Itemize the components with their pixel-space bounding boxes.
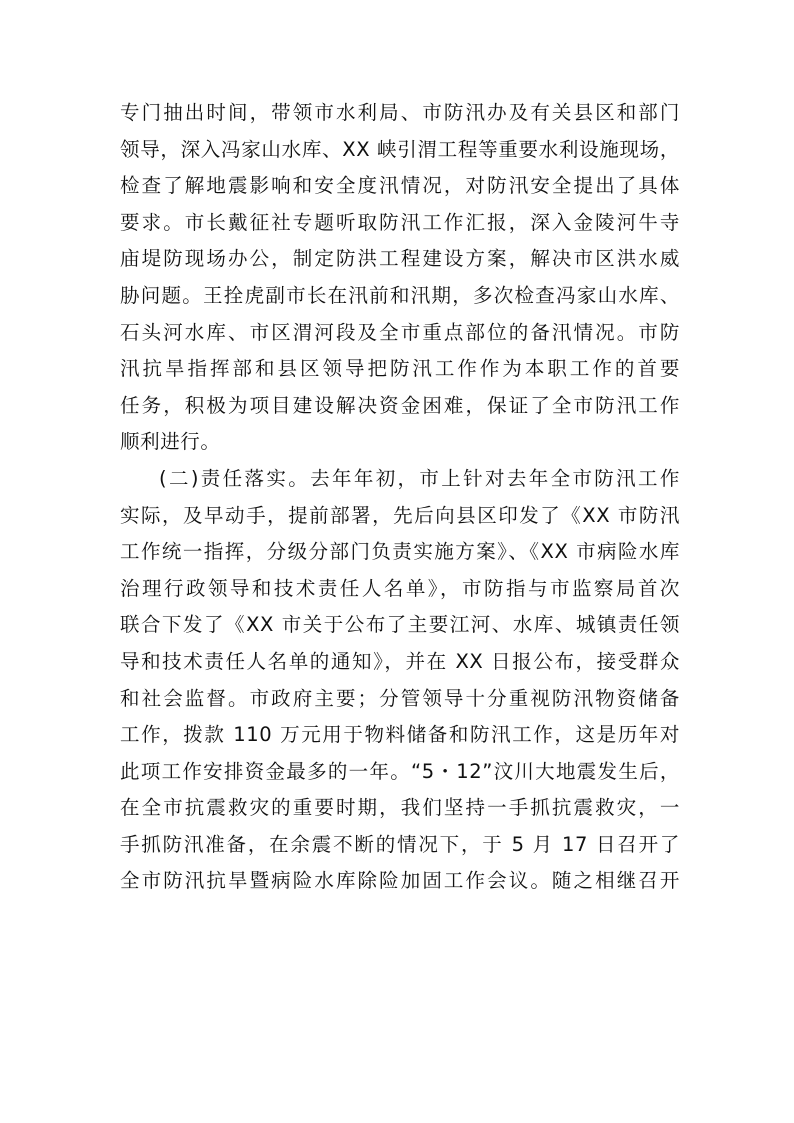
text-line: 任务，积极为项目建设解决资金困难，保证了全市防汛工作 [120, 393, 680, 417]
text-line: 手抓防汛准备，在余震不断的情况下，于 5 月 17 日召开了 [120, 832, 680, 856]
text-line: 汛抗旱指挥部和县区领导把防汛工作作为本职工作的首要 [120, 357, 680, 381]
text-line: 领导，深入冯家山水库、XX 峡引渭工程等重要水利设施现场， [120, 137, 680, 161]
text-line: 导和技术责任人名单的通知》，并在 XX 日报公布，接受群众 [120, 649, 680, 673]
text-line: 专门抽出时间，带领市水利局、市防汛办及有关县区和部门 [120, 101, 680, 124]
text-line: 顺利进行。 [120, 430, 221, 454]
text-line: 胁问题。王拴虎副市长在汛前和汛期，多次检查冯家山水库、 [120, 283, 680, 307]
text-line: 石头河水库、市区渭河段及全市重点部位的备汛情况。市防 [120, 320, 680, 344]
section-heading-line: (二)责任落实。去年年初，市上针对去年全市防汛工作 [159, 466, 680, 490]
body-text [120, 95, 680, 900]
text-line: 检查了解地震影响和安全度汛情况，对防汛安全提出了具体 [120, 174, 680, 198]
text-line: 此项工作安排资金最多的一年。“5・12”汶川大地震发生后， [120, 759, 680, 783]
text-line: 治理行政领导和技术责任人名单》，市防指与市监察局首次 [120, 576, 680, 600]
text-line: 工作，拨款 110 万元用于物料储备和防汛工作，这是历年对 [120, 723, 680, 747]
text-line: 在全市抗震救灾的重要时期，我们坚持一手抓抗震救灾，一 [120, 796, 680, 820]
text-line: 工作统一指挥，分级分部门负责实施方案》、《XX 市病险水库 [120, 540, 680, 564]
text-line: 和社会监督。市政府主要；分管领导十分重视防汛物资储备 [120, 686, 680, 710]
text-line: 实际，及早动手，提前部署，先后向县区印发了《XX 市防汛 [120, 503, 680, 527]
text-line: 庙堤防现场办公，制定防洪工程建设方案，解决市区洪水威 [120, 247, 680, 271]
text-line: 联合下发了《XX 市关于公布了主要江河、水库、城镇责任领 [120, 613, 680, 637]
text-line: 要求。市长戴征社专题听取防汛工作汇报，深入金陵河牛寺 [120, 210, 680, 234]
text-line: 全市防汛抗旱暨病险水库除险加固工作会议。随之相继召开 [120, 869, 680, 893]
